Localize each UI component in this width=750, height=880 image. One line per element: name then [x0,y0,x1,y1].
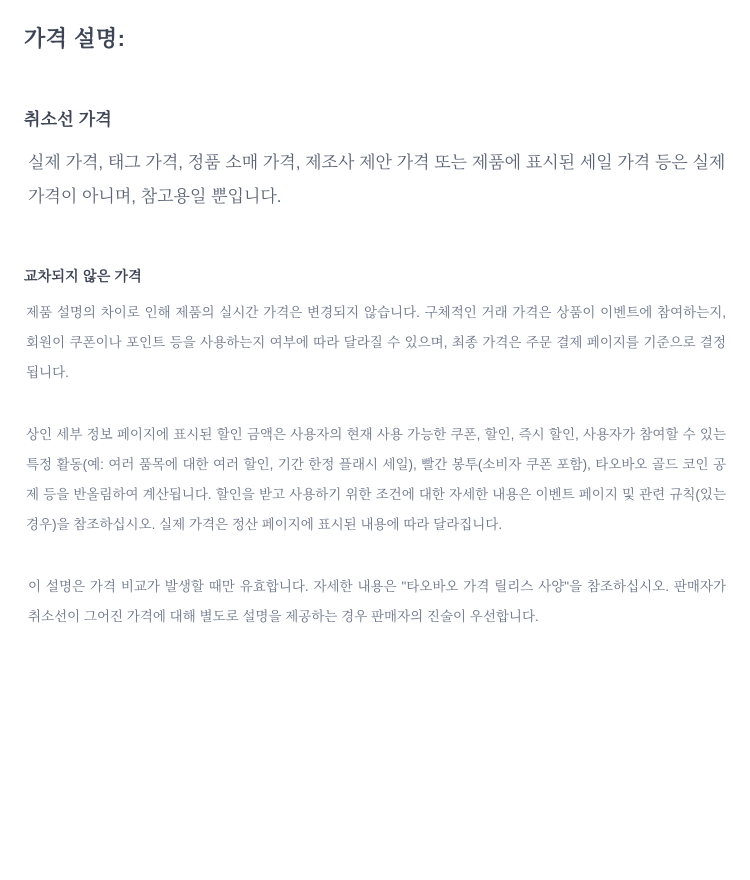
body-paragraph-discount-calculation: 상인 세부 정보 페이지에 표시된 할인 금액은 사용자의 현재 사용 가능한 쿠폰, 할인, 즉시 할인, 사용자가 참여할 수 있는 특정 활동(예: 여러 품목에 대한 여러 할인, 기간 한정 플래시 세일), 빨간 봉투(소비자 쿠폰 포함), 타오바오 골드 코인 공제 등을 반올림하여 계산됩니다. 할인을 받고 사용하기 위한 조건에 대한 자세한 내용은 이벤트 페이지 및 관련 규칙(있는 경우)을 참조하십시오. 실제 가격은 정산 페이지에 표시된 내용에 따라 달라집니다. [26,427,726,532]
page-title: 가격 설명: [24,26,126,51]
section-heading-strikethrough-price: 취소선 가격 [24,110,113,129]
subheading-non-crossed-price: 교차되지 않은 가격 [24,268,142,284]
body-paragraph-realtime-price: 제품 설명의 차이로 인해 제품의 실시간 가격은 변경되지 않습니다. 구체적인 거래 가격은 상품이 이벤트에 참여하는지, 회원이 쿠폰이나 포인트 등을 사용하는지 여부에 따라 달라질 수 있으며, 최종 가격은 주문 결제 페이지를 기준으로 결정됩니다. [26,305,726,380]
body-paragraph-price-comparison-note: 이 설명은 가격 비교가 발생할 때만 유효합니다. 자세한 내용은 "타오바오 가격 릴리스 사양"을 참조하십시오. 판매자가 취소선이 그어진 가격에 대해 별도로 설명을 제공하는 경우 판매자의 진술이 우선합니다. [28,579,726,624]
section-lead-paragraph: 실제 가격, 태그 가격, 정품 소매 가격, 제조사 제안 가격 또는 제품에 표시된 세일 가격 등은 실제 가격이 아니며, 참고용일 뿐입니다. [28,153,726,206]
